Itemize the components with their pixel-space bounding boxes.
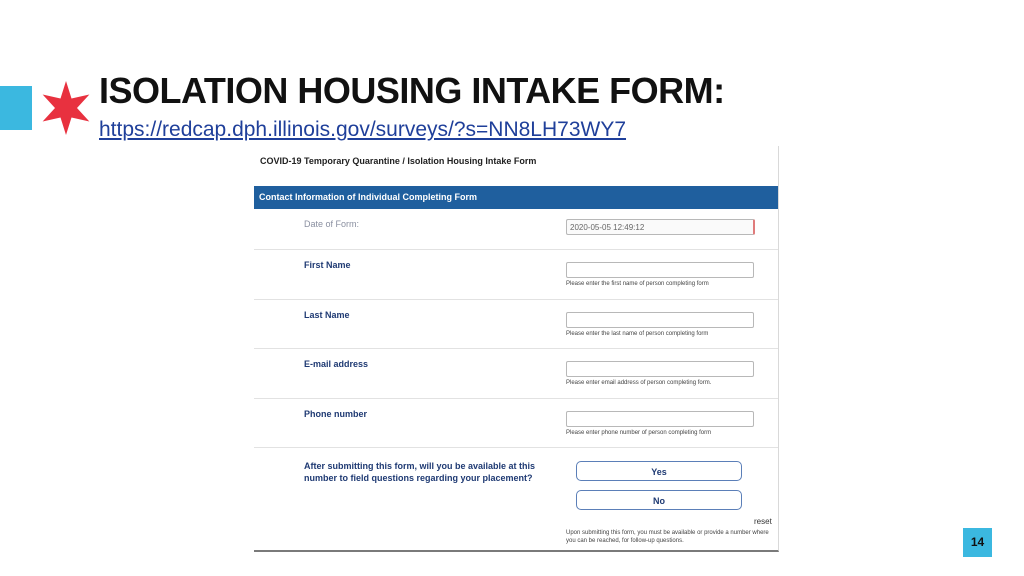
date-of-form-label: Date of Form: — [304, 219, 360, 229]
phone-note: Please enter phone number of person completing form — [566, 430, 712, 436]
email-note: Please enter email address of person completing form. — [566, 380, 712, 386]
date-of-form-field[interactable] — [566, 219, 755, 235]
form-row-email — [254, 349, 778, 399]
last-name-label: Last Name — [304, 310, 350, 320]
first-name-note: Please enter the first name of person completing form — [566, 281, 709, 287]
form-row-phone — [254, 399, 778, 448]
availability-question: After submitting this form, will you be available at this number to field questions regarding your placement? — [304, 461, 536, 483]
form-row-last-name — [254, 300, 778, 349]
last-name-input[interactable] — [566, 312, 754, 328]
survey-link[interactable]: https://redcap.dph.illinois.gov/surveys/?s=NN8LH73WY7 — [99, 118, 627, 141]
form-row-date — [254, 209, 778, 250]
section-header-label: Contact Information of Individual Completing Form — [259, 192, 477, 202]
form-screenshot — [254, 146, 779, 552]
reset-link[interactable]: reset — [754, 517, 772, 526]
availability-note: Upon submitting this form, you must be available or provide a number where you can be reached, for follow-up questions. — [566, 530, 769, 544]
accent-bar — [0, 86, 32, 130]
no-button[interactable]: No — [576, 490, 742, 510]
email-input[interactable] — [566, 361, 754, 377]
yes-button[interactable]: Yes — [576, 461, 742, 481]
form-title: COVID-19 Temporary Quarantine / Isolation Housing Intake Form — [260, 156, 537, 166]
phone-label: Phone number — [304, 409, 368, 419]
page-number: 14 — [963, 528, 992, 557]
email-label: E-mail address — [304, 359, 369, 369]
phone-input[interactable] — [566, 411, 754, 427]
last-name-note: Please enter the last name of person completing form — [566, 331, 709, 337]
slide-title: ISOLATION HOUSING INTAKE FORM: — [99, 70, 725, 111]
first-name-input[interactable] — [566, 262, 754, 278]
first-name-label: First Name — [304, 260, 351, 270]
form-row-first-name — [254, 250, 778, 300]
six-pointed-star-icon — [38, 80, 94, 136]
section-header — [254, 186, 778, 209]
